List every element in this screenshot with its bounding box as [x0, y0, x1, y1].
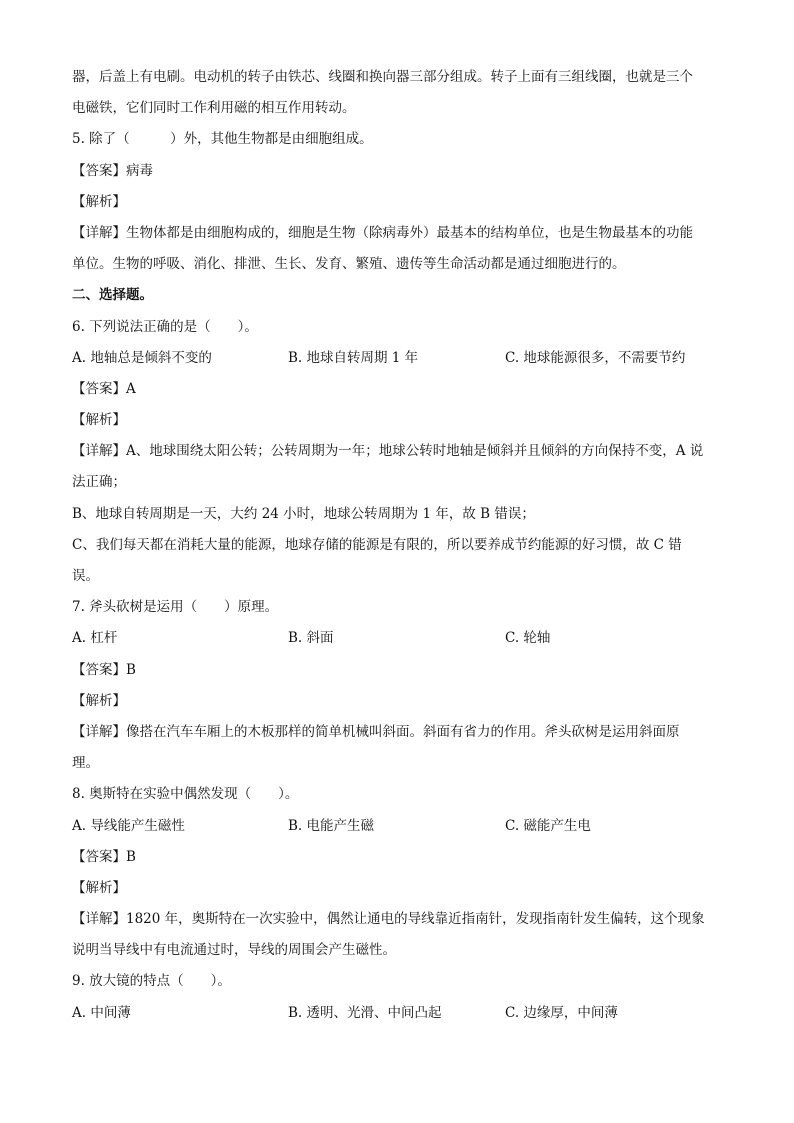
section-title: 二、选择题。 — [72, 287, 153, 304]
option-b: B. 斜面 — [288, 630, 334, 647]
intro-line-1: 器，后盖上有电刷。电动机的转子由铁芯、线圈和换向器三部分组成。转子上面有三组线圈，也就是三个 — [72, 69, 693, 85]
q5-answer — [72, 156, 724, 187]
q6-detail-1 — [72, 436, 724, 467]
detail-text: A、地球围绕太阳公转；公转周期为一年；地球公转时地轴是倾斜并且倾斜的方向保持不变，A 说 — [126, 443, 704, 460]
document-page — [72, 62, 724, 1029]
option-c: C. 磁能产生电 — [505, 817, 591, 834]
q7-answer — [72, 655, 724, 686]
intro-line-2: 电磁铁，它们同时工作利用磁的相互作用转动。 — [72, 100, 356, 117]
q6-answer — [72, 374, 724, 405]
q6-detail-4: C、我们每天都在消耗大量的能源，地球存储的能源是有限的，所以要养成节约能源的好习惯，故 C 错 — [72, 536, 682, 553]
option-a: A. 地轴总是倾斜不变的 — [72, 349, 212, 366]
answer-value: A — [126, 380, 136, 397]
option-c: C. 地球能源很多，不需要节约 — [505, 349, 686, 366]
q6-options — [72, 343, 724, 374]
q8-detail-2: 说明当导线中有电流通过时，导线的周围会产生磁性。 — [72, 942, 396, 959]
answer-tag: 【答案】 — [72, 661, 126, 678]
q5-detail-2: 单位。生物的呼吸、消化、排泄、生长、发育、繁殖、遗传等生命活动都是通过细胞进行的。 — [72, 256, 626, 273]
answer-tag: 【答案】 — [72, 162, 126, 179]
q5-analysis: 【解析】 — [72, 193, 126, 210]
detail-tag: 【详解】 — [72, 224, 126, 241]
q7-question: 7. 斧头砍树是运用（ ）原理。 — [72, 599, 279, 616]
q5-question: 5. 除了（ ）外，其他生物都是由细胞组成。 — [72, 131, 373, 148]
option-b: B. 地球自转周期 1 年 — [288, 349, 419, 366]
q6-analysis: 【解析】 — [72, 412, 126, 429]
answer-value: B — [126, 661, 136, 678]
option-b: B. 电能产生磁 — [288, 817, 375, 834]
detail-tag: 【详解】 — [72, 911, 126, 928]
answer-tag: 【答案】 — [72, 848, 126, 865]
answer-value: B — [126, 848, 136, 865]
answer-tag: 【答案】 — [72, 380, 126, 397]
detail-text: 生物体都是由细胞构成的，细胞是生物（除病毒外）最基本的结构单位，也是生物最基本的功能 — [126, 224, 693, 241]
q7-detail-1 — [72, 717, 724, 748]
q6-detail-5: 误。 — [72, 568, 99, 584]
option-a: A. 中间薄 — [72, 1004, 131, 1021]
q5-detail-1 — [72, 218, 724, 249]
q6-question: 6. 下列说法正确的是（ ）。 — [72, 318, 258, 335]
option-a: A. 杠杆 — [72, 630, 118, 647]
q8-detail-1 — [72, 904, 724, 935]
q8-analysis: 【解析】 — [72, 879, 126, 896]
option-c: C. 边缘厚，中间薄 — [505, 1004, 618, 1021]
q6-detail-2: 法正确； — [72, 474, 126, 491]
q8-question: 8. 奥斯特在实验中偶然发现（ ）。 — [72, 786, 299, 803]
q9-options — [72, 998, 724, 1029]
detail-text: 1820 年，奥斯特在一次实验中，偶然让通电的导线靠近指南针，发现指南针发生偏转，这个现象 — [126, 911, 705, 928]
answer-value: 病毒 — [126, 162, 153, 179]
detail-text: 像搭在汽车车厢上的木板那样的简单机械叫斜面。斜面有省力的作用。斧头砍树是运用斜面原 — [126, 723, 680, 740]
q7-options — [72, 623, 724, 654]
detail-tag: 【详解】 — [72, 443, 126, 460]
q6-detail-3: B、地球自转周期是一天，大约 24 小时，地球公转周期为 1 年，故 B 错误； — [72, 505, 535, 522]
q9-question: 9. 放大镜的特点（ ）。 — [72, 973, 231, 990]
q8-answer — [72, 842, 724, 873]
option-a: A. 导线能产生磁性 — [72, 817, 185, 834]
option-c: C. 轮轴 — [505, 630, 551, 647]
q8-options — [72, 811, 724, 842]
q7-analysis: 【解析】 — [72, 692, 126, 709]
option-b: B. 透明、光滑、中间凸起 — [288, 1004, 442, 1021]
detail-tag: 【详解】 — [72, 723, 126, 740]
q7-detail-2: 理。 — [72, 755, 99, 772]
